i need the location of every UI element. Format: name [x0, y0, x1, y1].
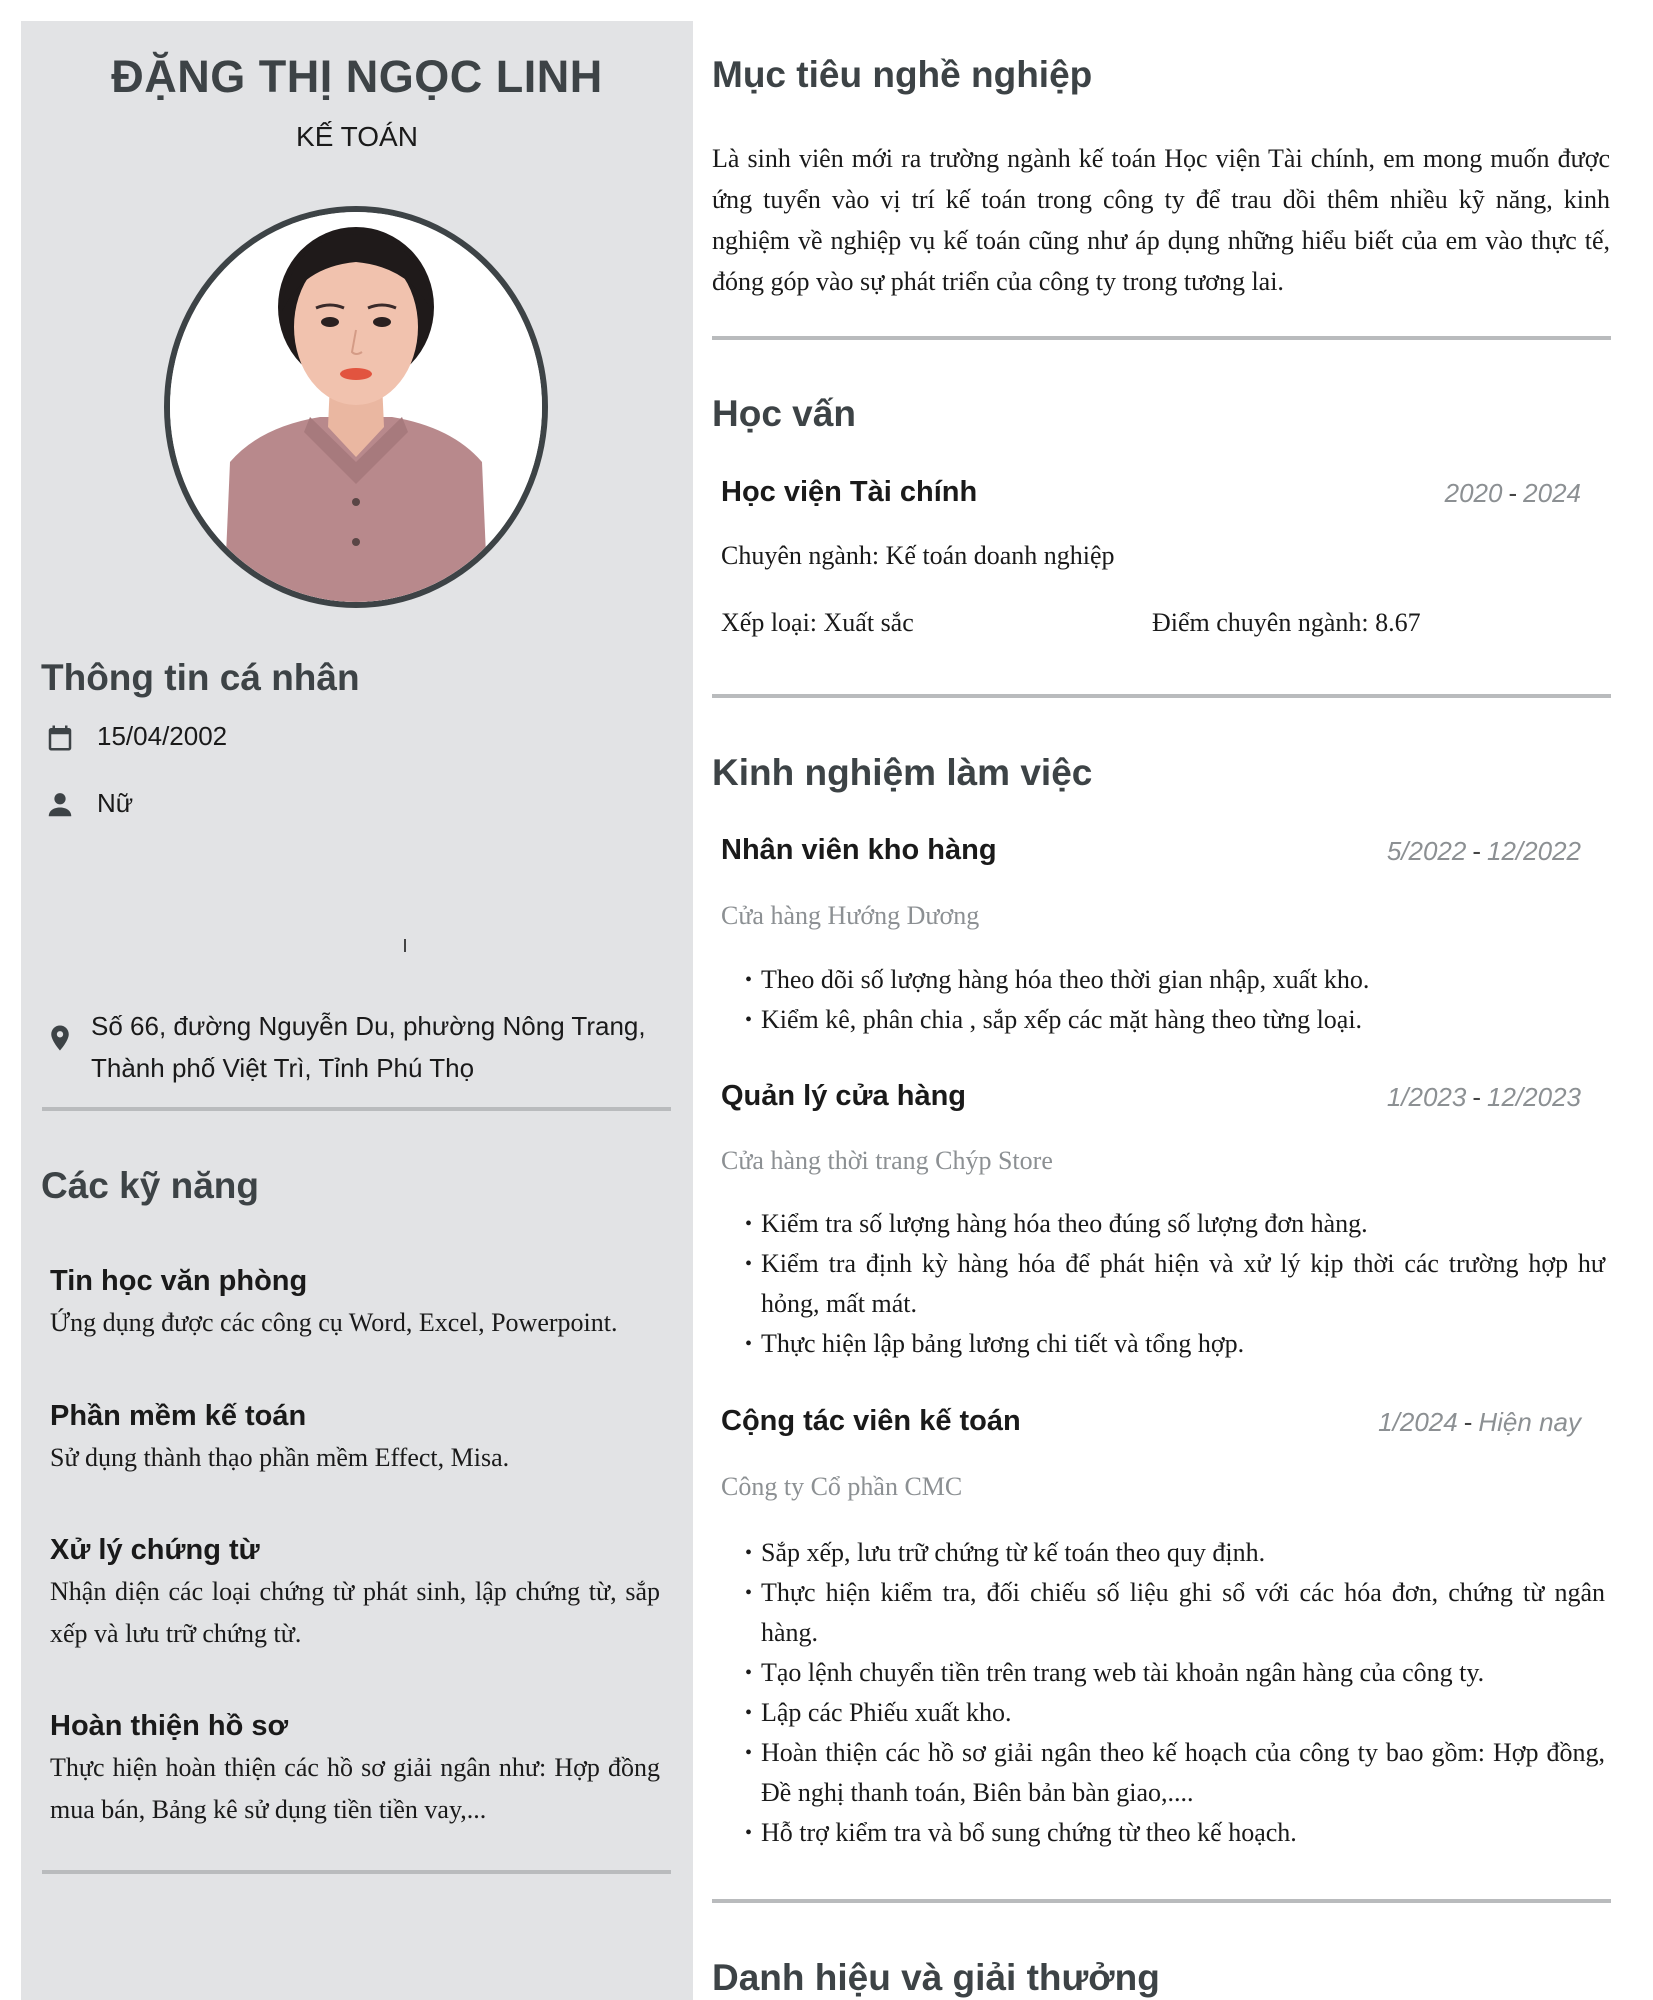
objective-text: Là sinh viên mới ra trường ngành kế toán Học viện Tài chính, em mong muốn được ứng tuyển vào vị trí kế toán trong công ty để trau dồi thêm nhiều kỹ năng, kinh nghiệm về nghiệp vụ kế toán cũng như áp dụng những hiểu biết của em vào thực tế, đóng góp vào sự phát triển của công ty trong tương lai. [712, 144, 1610, 296]
date-start: 1/2024 [1378, 1407, 1458, 1437]
date-end: Hiện nay [1478, 1407, 1581, 1437]
birthday-text: 15/04/2002 [97, 721, 228, 751]
birthday-row [45, 721, 227, 757]
skill-desc: Sử dụng thành thạo phần mềm Effect, Misa. [50, 1443, 510, 1472]
date-start: 5/2022 [1386, 836, 1467, 866]
job-task: • Sắp xếp, lưu trữ chứng từ kế toán theo quy định. [745, 1533, 1605, 1573]
section-divider [712, 694, 1611, 698]
skill-item [50, 1534, 660, 1655]
date-separator: - [1508, 478, 1518, 508]
skill-name: Xử lý chứng từ [50, 1534, 260, 1566]
job-task: • Hoàn thiện các hồ sơ giải ngân theo kế hoạch của công ty bao gồm: Hợp đồng, Đề nghị thanh toán, Biên bản bàn giao,.... [745, 1733, 1605, 1813]
job-task: • Kiểm tra số lượng hàng hóa theo đúng số lượng đơn hàng. [745, 1204, 1605, 1244]
candidate-role: KẾ TOÁN [296, 121, 418, 152]
job-dates [1387, 836, 1581, 867]
education-rank: Xếp loại: Xuất sắc [721, 608, 914, 637]
job-task: • Kiểm tra định kỳ hàng hóa để phát hiện và xử lý kịp thời các trường hợp hư hỏng, mất mát. [745, 1244, 1605, 1324]
job-position: Nhân viên kho hàng [721, 834, 997, 866]
job-dates [1378, 1407, 1581, 1438]
job-task: • Thực hiện lập bảng lương chi tiết và tổng hợp. [745, 1324, 1605, 1364]
skill-name: Tin học văn phòng [50, 1265, 308, 1297]
date-end: 12/2023 [1487, 1082, 1581, 1112]
job-task-list [745, 1533, 1605, 1853]
school-name: Học viện Tài chính [721, 476, 978, 508]
date-end: 2024 [1523, 478, 1581, 508]
date-separator: - [1463, 1407, 1473, 1437]
job-header [721, 1080, 1581, 1113]
job-task: • Theo dõi số lượng hàng hóa theo thời gian nhập, xuất kho. [745, 960, 1605, 1000]
skill-item [50, 1400, 660, 1479]
date-start: 1/2023 [1386, 1082, 1467, 1112]
education-entry-header [721, 476, 1581, 509]
education-dates [1445, 478, 1581, 509]
address-text [91, 1005, 646, 1089]
job-task: • Kiểm kê, phân chia , sắp xếp các mặt hàng theo từng loại. [745, 1000, 1605, 1040]
profile-photo [164, 206, 548, 608]
education-score: Điểm chuyên ngành: 8.67 [1152, 608, 1421, 637]
section-divider [712, 336, 1611, 340]
objective-title: Mục tiêu nghề nghiệp [712, 54, 1093, 95]
skill-item [50, 1710, 660, 1831]
section-divider [42, 1107, 671, 1111]
section-divider [42, 1870, 671, 1874]
job-header [721, 1405, 1581, 1438]
address-row [45, 1011, 646, 1089]
skill-name: Hoàn thiện hồ sơ [50, 1710, 289, 1742]
job-task-list [745, 960, 1605, 1040]
job-task: • Lập các Phiếu xuất kho. [745, 1693, 1605, 1733]
address-line-2: Thành phố Việt Trì, Tỉnh Phú Thọ [91, 1053, 475, 1083]
sidebar [21, 21, 693, 2000]
skill-desc: Thực hiện hoàn thiện các hồ sơ giải ngân như: Hợp đồng mua bán, Bảng kê sử dụng tiền tiền vay,... [50, 1753, 660, 1824]
skill-desc: Nhận diện các loại chứng từ phát sinh, lập chứng từ, sắp xếp và lưu trữ chứng từ. [50, 1577, 660, 1648]
job-task: • Hỗ trợ kiểm tra và bổ sung chứng từ theo kế hoạch. [745, 1813, 1605, 1853]
gender-row [45, 788, 133, 824]
skill-item [50, 1265, 660, 1344]
job-position: Quản lý cửa hàng [721, 1080, 966, 1112]
calendar-icon [45, 723, 75, 753]
skill-name: Phần mềm kế toán [50, 1400, 307, 1432]
candidate-name: ĐẶNG THỊ NGỌC LINH [111, 51, 603, 102]
job-dates [1387, 1082, 1581, 1113]
section-divider [712, 1899, 1611, 1903]
personal-info-title: Thông tin cá nhân [41, 657, 360, 698]
job-task: • Thực hiện kiểm tra, đối chiếu số liệu ghi sổ với các hóa đơn, chứng từ ngân hàng. [745, 1573, 1605, 1653]
education-major: Chuyên ngành: Kế toán doanh nghiệp [721, 541, 1115, 570]
job-company: Cửa hàng Hướng Dương [721, 901, 980, 930]
address-line-1: Số 66, đường Nguyễn Du, phường Nông Trang, [91, 1011, 646, 1041]
gender-text: Nữ [97, 788, 134, 818]
date-separator: - [1472, 836, 1482, 866]
job-company: Công ty Cổ phần CMC [721, 1472, 963, 1501]
job-task-list [745, 1204, 1605, 1364]
job-task: • Tạo lệnh chuyển tiền trên trang web tài khoản ngân hàng của công ty. [745, 1653, 1605, 1693]
skills-title: Các kỹ năng [41, 1165, 259, 1206]
awards-title: Danh hiệu và giải thưởng [712, 1957, 1160, 1998]
date-start: 2020 [1444, 478, 1503, 508]
experience-title: Kinh nghiệm làm việc [712, 752, 1093, 793]
job-company: Cửa hàng thời trang Chýp Store [721, 1146, 1053, 1175]
job-position: Cộng tác viên kế toán [721, 1405, 1021, 1437]
education-title: Học vấn [712, 393, 856, 434]
job-header [721, 834, 1581, 867]
divider-mark [404, 939, 406, 952]
date-separator: - [1472, 1082, 1482, 1112]
location-pin-icon [45, 1023, 75, 1053]
date-end: 12/2022 [1487, 836, 1581, 866]
skill-desc: Ứng dụng được các công cụ Word, Excel, Powerpoint. [50, 1308, 618, 1337]
person-icon [45, 790, 75, 820]
